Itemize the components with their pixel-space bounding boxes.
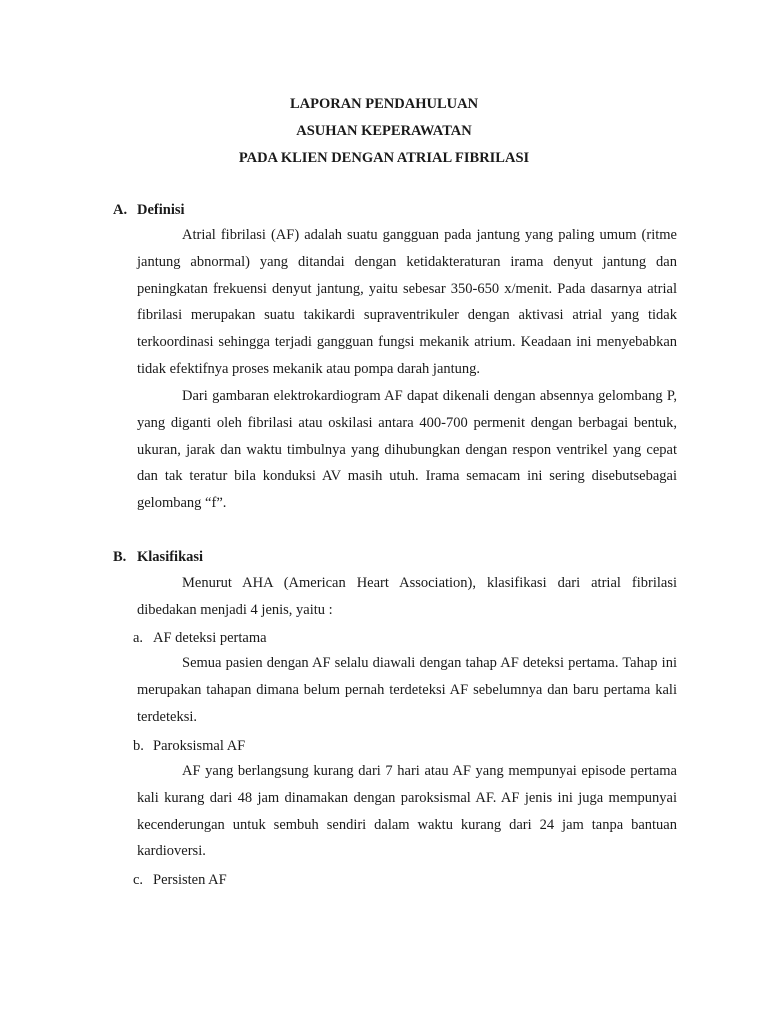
title-line-1: LAPORAN PENDAHULUAN [289, 96, 479, 112]
list-marker-b: b. [133, 738, 144, 754]
list-item-a [133, 628, 267, 648]
section-b-title: Klasifikasi [137, 549, 204, 565]
section-a-title: Definisi [137, 202, 185, 218]
list-marker-c: c. [133, 872, 144, 888]
section-a-paragraph-2: Dari gambaran elektrokardiogram AF dapat dikenali dengan absennya gelombang P, yang diganti oleh fibrilasi atau oskilasi antara 400-700 permenit dengan berbagai bentuk, ukuran, jarak dan waktu timbulnya yang dihubungkan dengan respon ventrikel yang cepat dan tak teratur bila konduksi AV masih utuh. Irama semacam ini sering disebutsebagai gelombang “f”. [137, 388, 677, 512]
section-b-heading [113, 547, 203, 567]
section-b-intro: Menurut AHA (American Heart Association), klasifikasi dari atrial fibrilasi dibedakan menjadi 4 jenis, yaitu : [137, 575, 677, 618]
list-text-a: Semua pasien dengan AF selalu diawali dengan tahap AF deteksi pertama. Tahap ini merupakan tahapan dimana belum pernah terdeteksi AF sebelumnya dan baru pertama kali terdeteksi. [137, 655, 677, 725]
list-label-c: Persisten AF [153, 872, 227, 888]
section-b-letter: B. [113, 549, 127, 565]
section-a-heading [113, 200, 185, 220]
document-title [0, 91, 768, 172]
list-item-c [133, 870, 227, 890]
section-a-letter: A. [113, 202, 128, 218]
list-label-b: Paroksismal AF [153, 738, 246, 754]
list-label-a: AF deteksi pertama [153, 630, 267, 646]
title-line-3: PADA KLIEN DENGAN ATRIAL FIBRILASI [238, 150, 530, 166]
list-marker-a: a. [133, 630, 144, 646]
list-text-b: AF yang berlangsung kurang dari 7 hari atau AF yang mempunyai episode pertama kali kurang dari 48 jam dinamakan dengan paroksismal AF. AF jenis ini juga mempunyai kecenderungan untuk sembuh sendiri dalam waktu kurang dari 24 jam tanpa bantuan kardioversi. [137, 763, 677, 860]
section-a-paragraph-1: Atrial fibrilasi (AF) adalah suatu gangguan pada jantung yang paling umum (ritme jantung abnormal) yang ditandai dengan ketidakteraturan irama denyut jantung dan peningkatan frekuensi denyut jantung, yaitu sebesar 350-650 x/menit. Pada dasarnya atrial fibrilasi merupakan suatu takikardi supraventrikuler dengan aktivasi atrial yang tidak terkoordinasi sehingga terjadi gangguan fungsi mekanik atrium. Keadaan ini menyebabkan tidak efektifnya proses mekanik atau pompa darah jantung. [137, 227, 677, 377]
title-line-2: ASUHAN KEPERAWATAN [296, 123, 472, 139]
list-item-b [133, 736, 245, 756]
